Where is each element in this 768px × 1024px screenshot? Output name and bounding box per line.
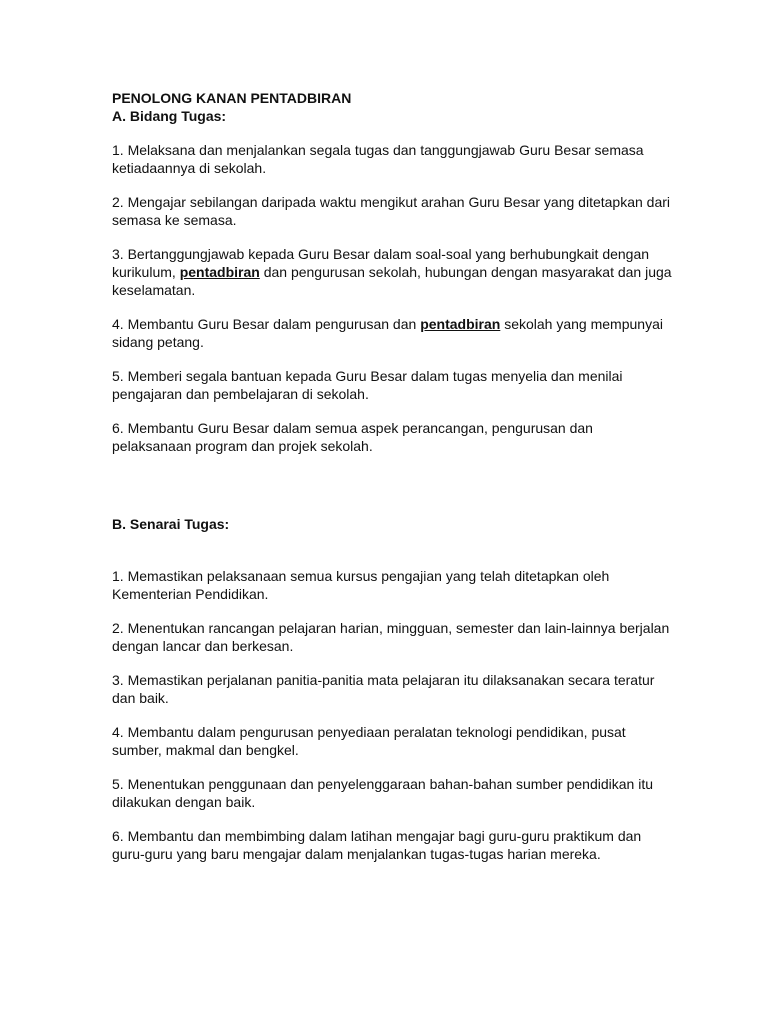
keyword-link[interactable]: pentadbiran xyxy=(420,316,501,332)
list-item: 5. Menentukan penggunaan dan penyelenggaraan bahan-bahan sumber pendidikan itu dilakukan dengan baik. xyxy=(112,776,653,810)
list-item: 5. Memberi segala bantuan kepada Guru Besar dalam tugas menyelia dan menilai pengajaran dan pembelajaran di sekolah. xyxy=(112,368,623,402)
list-item: 4. Membantu dalam pengurusan penyediaan peralatan teknologi pendidikan, pusat sumber, makmal dan bengkel. xyxy=(112,724,626,758)
list-item: 6. Membantu dan membimbing dalam latihan mengajar bagi guru-guru praktikum dan guru-guru yang baru mengajar dalam menjalankan tugas-tugas harian mereka. xyxy=(112,828,642,862)
list-item: 1. Memastikan pelaksanaan semua kursus pengajian yang telah ditetapkan oleh Kementerian Pendidikan. xyxy=(112,568,610,602)
list-item: 6. Membantu Guru Besar dalam semua aspek perancangan, pengurusan dan pelaksanaan program dan projek sekolah. xyxy=(112,420,593,454)
page-title: PENOLONG KANAN PENTADBIRAN xyxy=(112,90,352,106)
item-text: sekolah yang mempunyai sidang petang. xyxy=(112,316,663,350)
list-item xyxy=(112,315,672,351)
section-a-heading: A. Bidang Tugas: xyxy=(112,108,227,124)
item-text: dan pengurusan sekolah, hubungan dengan masyarakat dan juga keselamatan. xyxy=(112,264,672,298)
keyword-link[interactable]: pentadbiran xyxy=(179,264,260,280)
list-item: 1. Melaksana dan menjalankan segala tugas dan tanggungjawab Guru Besar semasa ketiadaannya di sekolah. xyxy=(112,142,644,176)
section-b-heading: B. Senarai Tugas: xyxy=(112,516,230,532)
list-item xyxy=(112,245,672,299)
list-item: 3. Memastikan perjalanan panitia-panitia mata pelajaran itu dilaksanakan secara teratur dan baik. xyxy=(112,672,655,706)
item-text: 4. Membantu Guru Besar dalam pengurusan dan xyxy=(112,316,421,332)
list-item: 2. Menentukan rancangan pelajaran harian, mingguan, semester dan lain-lainnya berjalan dengan lancar dan berkesan. xyxy=(112,620,670,654)
document-page xyxy=(112,89,672,879)
list-item: 2. Mengajar sebilangan daripada waktu mengikut arahan Guru Besar yang ditetapkan dari semasa ke semasa. xyxy=(112,194,671,228)
item-text: 3. Bertanggungjawab kepada Guru Besar dalam soal-soal yang berhubungkait dengan kurikulum, xyxy=(112,246,650,280)
